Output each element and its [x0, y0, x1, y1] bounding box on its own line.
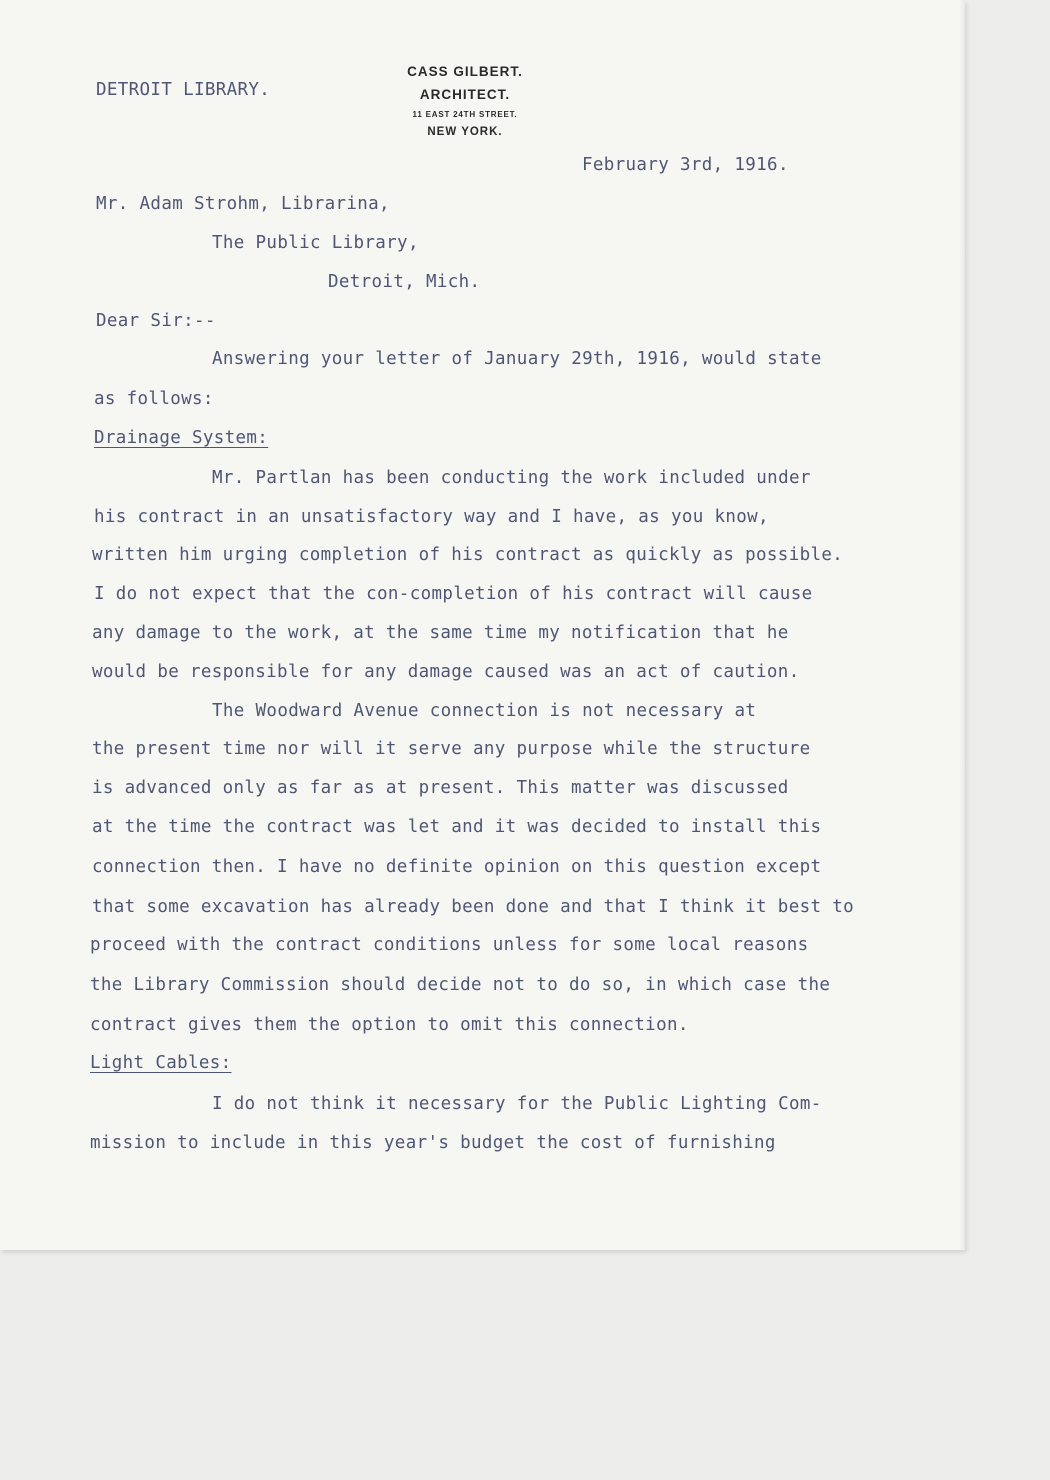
letterhead-title: ARCHITECT.: [419, 87, 511, 102]
salutation: Dear Sir:--: [96, 311, 216, 331]
body-line: is advanced only as far as at present. This matter was discussed: [92, 778, 789, 798]
body-line: I do not think it necessary for the Public Lighting Com-: [212, 1094, 822, 1114]
letterhead-name: CASS GILBERT.: [407, 64, 523, 79]
section-heading-drainage: Drainage System:: [94, 428, 269, 448]
body-line: as follows:: [94, 389, 214, 409]
body-line: that some excavation has already been done and that I think it best to: [92, 897, 855, 917]
body-line: the present time nor will it serve any purpose while the structure: [92, 739, 811, 759]
body-line: proceed with the contract conditions unless for some local reasons: [90, 935, 809, 955]
body-line: mission to include in this year's budget the cost of furnishing: [90, 1133, 776, 1153]
letterhead-city: NEW YORK.: [427, 126, 503, 138]
reference-line: DETROIT LIBRARY.: [96, 80, 271, 100]
body-line: his contract in an unsatisfactory way and I have, as you know,: [94, 507, 769, 527]
body-line: Mr. Partlan has been conducting the work included under: [212, 468, 811, 488]
date-line: February 3rd, 1916.: [582, 155, 789, 175]
body-line: the Library Commission should decide not to do so, in which case the: [90, 975, 831, 995]
body-line: The Woodward Avenue connection is not necessary at: [212, 701, 757, 721]
body-line: I do not expect that the con-completion of his contract will cause: [94, 584, 813, 604]
body-line: contract gives them the option to omit this connection.: [90, 1015, 689, 1035]
body-line: any damage to the work, at the same time my notification that he: [92, 623, 789, 643]
letterhead-address: 11 EAST 24TH STREET.: [412, 110, 518, 119]
recipient-line-1: Mr. Adam Strohm, Librarina,: [96, 194, 390, 214]
recipient-line-3: Detroit, Mich.: [328, 272, 481, 292]
body-line: would be responsible for any damage caused was an act of caution.: [92, 662, 800, 682]
section-heading-light-cables: Light Cables:: [90, 1053, 232, 1073]
body-line: written him urging completion of his contract as quickly as possible.: [92, 545, 844, 565]
body-line: Answering your letter of January 29th, 1916, would state: [212, 349, 822, 369]
recipient-line-2: The Public Library,: [212, 233, 419, 253]
body-line: connection then. I have no definite opinion on this question except: [92, 857, 822, 877]
body-line: at the time the contract was let and it was decided to install this: [92, 817, 822, 837]
